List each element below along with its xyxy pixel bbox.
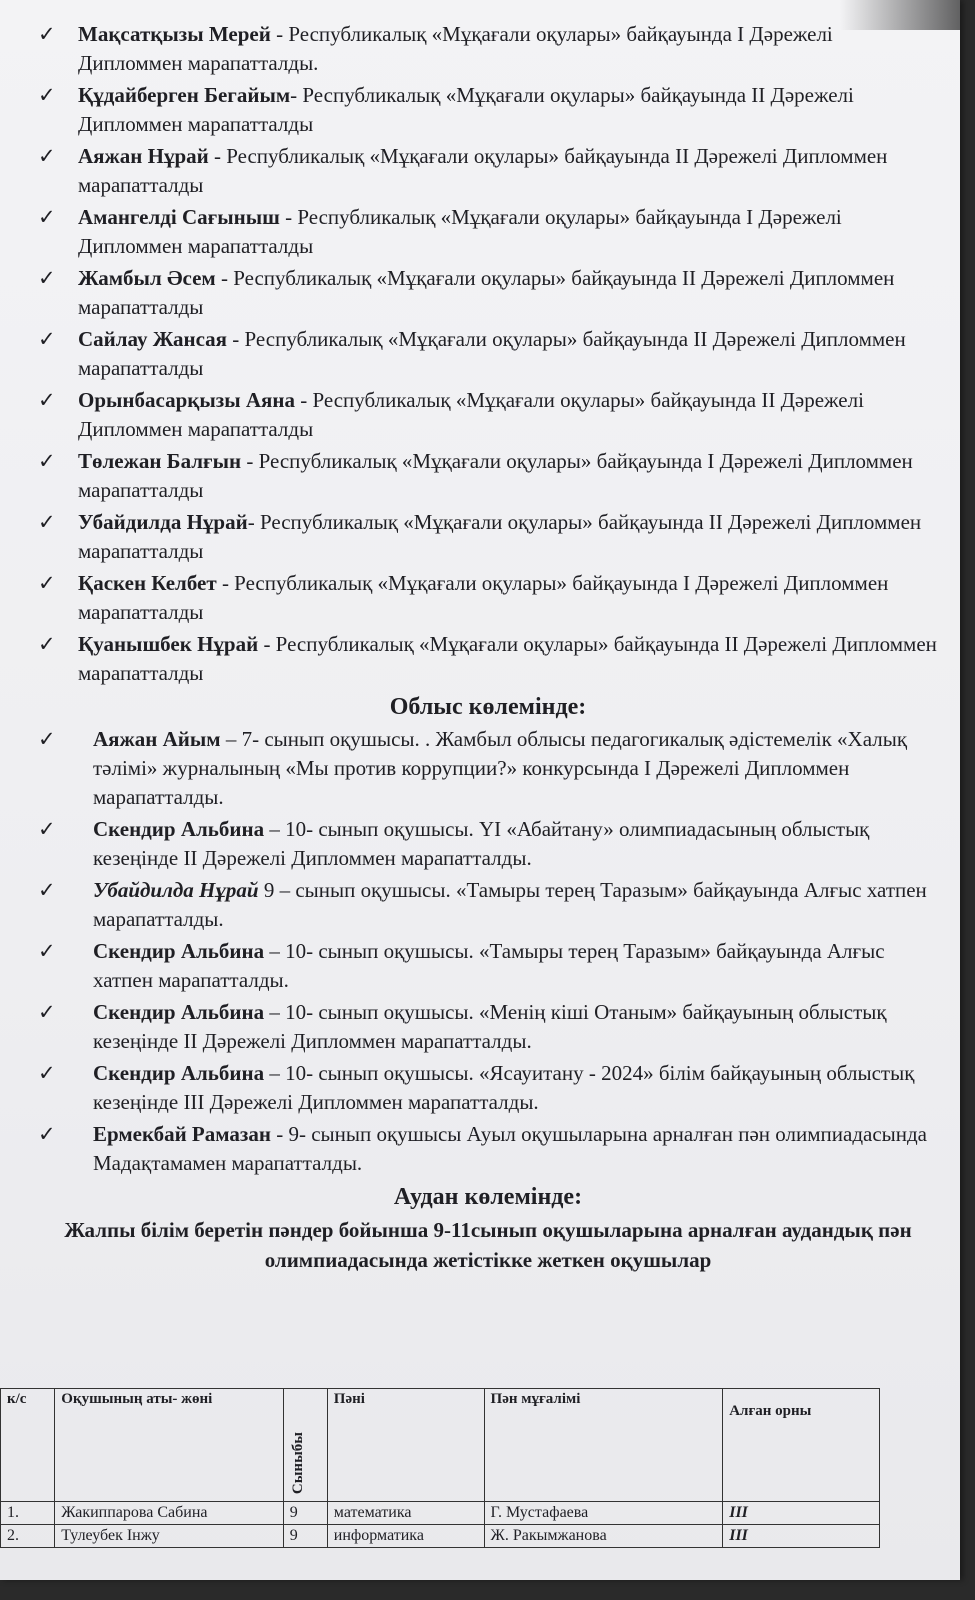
entries-container <box>38 20 938 1275</box>
checkmark-icon: ✓ <box>38 727 56 751</box>
checkmark-icon: ✓ <box>38 1000 56 1024</box>
cell-grade: 9 <box>283 1525 327 1548</box>
checkmark-icon: ✓ <box>38 327 56 351</box>
cell-student: Жакиппарова Сабина <box>55 1502 283 1525</box>
list-item <box>38 876 938 934</box>
award-text: - Республикалық «Мұқағали оқулары» байқауында І Дәрежелі Дипломмен марапатталды <box>78 449 913 502</box>
header-grade <box>283 1389 327 1502</box>
cell-num: 2. <box>1 1525 55 1548</box>
award-text: - Республикалық «Мұқағали оқулары» байқауында ІІ Дәрежелі Дипломмен марапатталды <box>78 144 888 197</box>
checkmark-icon: ✓ <box>38 1061 56 1085</box>
student-name: Убайдилда Нұрай <box>78 510 248 534</box>
checkmark-icon: ✓ <box>38 510 56 534</box>
student-name: Убайдилда Нұрай <box>93 878 259 902</box>
cell-place: III <box>723 1502 880 1525</box>
checkmark-icon: ✓ <box>38 632 56 656</box>
checkmark-icon: ✓ <box>38 22 56 46</box>
student-name: Скендир Альбина <box>93 939 265 963</box>
cell-subject: информатика <box>327 1525 484 1548</box>
award-text: - Республикалық «Мұқағали оқулары» байқауында ІІ Дәрежелі Дипломмен марапатталды <box>78 510 922 563</box>
award-text: - Республикалық «Мұқағали оқулары» байқауында І Дәрежелі Дипломмен марапатталды <box>78 205 842 258</box>
region-heading: Облыс көлемінде: <box>389 694 587 720</box>
list-item <box>38 1059 938 1117</box>
student-name: Қаскен Келбет <box>78 571 217 595</box>
district-subheading: Жалпы білім беретін пәндер бойынша 9-11сынып оқушыларына арналған аудандық пән олимпиадасында жетістікке жеткен оқушылар <box>64 1218 912 1272</box>
cell-place: III <box>723 1525 880 1548</box>
table-row <box>1 1502 880 1525</box>
student-name: Аяжан Нұрай <box>78 144 209 168</box>
header-subject: Пәні <box>327 1389 484 1502</box>
table-header-row <box>1 1389 880 1502</box>
header-num: к/с <box>1 1389 55 1502</box>
region-list <box>38 725 938 1178</box>
list-item <box>38 81 938 139</box>
student-name: Аяжан Айым <box>93 727 221 751</box>
award-text: - Республикалық «Мұқағали оқулары» байқауында І Дәрежелі Дипломмен марапатталды. <box>78 22 833 75</box>
list-item <box>38 508 938 566</box>
checkmark-icon: ✓ <box>38 388 56 412</box>
list-item <box>38 142 938 200</box>
award-text: – 10- сынып оқушысы. «Тамыры терең Таразым» байқауында Алғыс хатпен марапатталды. <box>93 939 885 992</box>
header-student: Оқушының аты- жөні <box>55 1389 283 1502</box>
student-name: Амангелді Сағыныш <box>78 205 280 229</box>
award-text: - Республикалық «Мұқағали оқулары» байқауында ІІ Дәрежелі Дипломмен марапатталды <box>78 266 895 319</box>
cell-student: Тулеубек Інжу <box>55 1525 283 1548</box>
award-text: - Республикалық «Мұқағали оқулары» байқауында І Дәрежелі Дипломмен марапатталды <box>78 571 889 624</box>
checkmark-icon: ✓ <box>38 939 56 963</box>
checkmark-icon: ✓ <box>38 144 56 168</box>
list-item <box>38 264 938 322</box>
checkmark-icon: ✓ <box>38 266 56 290</box>
cell-teacher: Г. Мустафаева <box>484 1502 723 1525</box>
award-text: - Республикалық «Мұқағали оқулары» байқауында ІІ Дәрежелі Дипломмен марапатталды <box>78 327 906 380</box>
header-teacher: Пән мұғалімі <box>484 1389 723 1502</box>
list-item <box>38 325 938 383</box>
checkmark-icon: ✓ <box>38 449 56 473</box>
cell-num: 1. <box>1 1502 55 1525</box>
cell-subject: математика <box>327 1502 484 1525</box>
header-place: Алған орны <box>723 1389 880 1502</box>
award-text: 9 – сынып оқушысы. «Тамыры терең Таразым» байқауында Алғыс хатпен марапатталды. <box>93 878 927 931</box>
list-item <box>38 20 938 78</box>
student-name: Скендир Альбина <box>93 1000 265 1024</box>
award-text: - 9- сынып оқушысы Ауыл оқушыларына арналған пән олимпиадасында Мадақтамамен марапатталды. <box>93 1122 927 1175</box>
results-table <box>0 1388 880 1548</box>
student-name: Скендир Альбина <box>93 1061 265 1085</box>
results-table-wrap <box>0 1388 880 1548</box>
list-item <box>38 1120 938 1178</box>
student-name: Орынбасарқызы Аяна <box>78 388 295 412</box>
checkmark-icon: ✓ <box>38 878 56 902</box>
award-text: – 7- сынып оқушысы. . Жамбыл облысы педагогикалық әдістемелік «Халық тәлімі» журналының «Мы против коррупции?» конкурсында І Дәрежелі Дипломмен марапатталды. <box>93 727 908 809</box>
cell-teacher: Ж. Ракымжанова <box>484 1525 723 1548</box>
award-text: - Республикалық «Мұқағали оқулары» байқауында ІІ Дәрежелі Дипломмен марапатталды <box>78 632 937 685</box>
header-grade-label: Сыныбы <box>289 1431 306 1494</box>
list-item <box>38 203 938 261</box>
list-item <box>38 386 938 444</box>
list-item <box>38 998 938 1056</box>
list-item <box>38 725 938 812</box>
list-item <box>38 630 938 688</box>
list-item <box>38 937 938 995</box>
student-name: Құдайберген Бегайым <box>78 83 291 107</box>
district-heading: Аудан көлемінде: <box>393 1184 583 1210</box>
checkmark-icon: ✓ <box>38 205 56 229</box>
table-body <box>1 1502 880 1548</box>
award-text: – 10- сынып оқушысы. ҮІ «Абайтану» олимпиадасының облыстық кезеңінде ІІ Дәрежелі Дипломмен марапатталды. <box>93 817 870 870</box>
list-item <box>38 815 938 873</box>
student-name: Сайлау Жансая <box>78 327 228 351</box>
award-text: – 10- сынып оқушысы. «Менің кіші Отаным» байқауының облыстық кезеңінде ІІ Дәрежелі Дипломмен марапатталды. <box>93 1000 887 1053</box>
student-name: Жамбыл Әсем <box>78 266 216 290</box>
checkmark-icon: ✓ <box>38 83 56 107</box>
award-text: - Республикалық «Мұқағали оқулары» байқауында ІІ Дәрежелі Дипломмен марапатталды <box>78 388 864 441</box>
checkmark-icon: ✓ <box>38 1122 56 1146</box>
checkmark-icon: ✓ <box>38 571 56 595</box>
republic-list <box>38 20 938 688</box>
student-name: Мақсатқызы Мерей <box>78 22 271 46</box>
student-name: Қуанышбек Нұрай <box>78 632 259 656</box>
cell-grade: 9 <box>283 1502 327 1525</box>
list-item <box>38 569 938 627</box>
list-item <box>38 447 938 505</box>
award-text: - Республикалық «Мұқағали оқулары» байқауында ІІ Дәрежелі Дипломмен марапатталды <box>78 83 854 136</box>
student-name: Скендир Альбина <box>93 817 265 841</box>
student-name: Төлежан Балғын <box>78 449 242 473</box>
table-row <box>1 1525 880 1548</box>
checkmark-icon: ✓ <box>38 817 56 841</box>
award-text: – 10- сынып оқушысы. «Ясауитану - 2024» білім байқауының облыстық кезеңінде ІІІ Дәрежелі Дипломмен марапатталды. <box>93 1061 915 1114</box>
student-name: Ермекбай Рамазан <box>93 1122 271 1146</box>
